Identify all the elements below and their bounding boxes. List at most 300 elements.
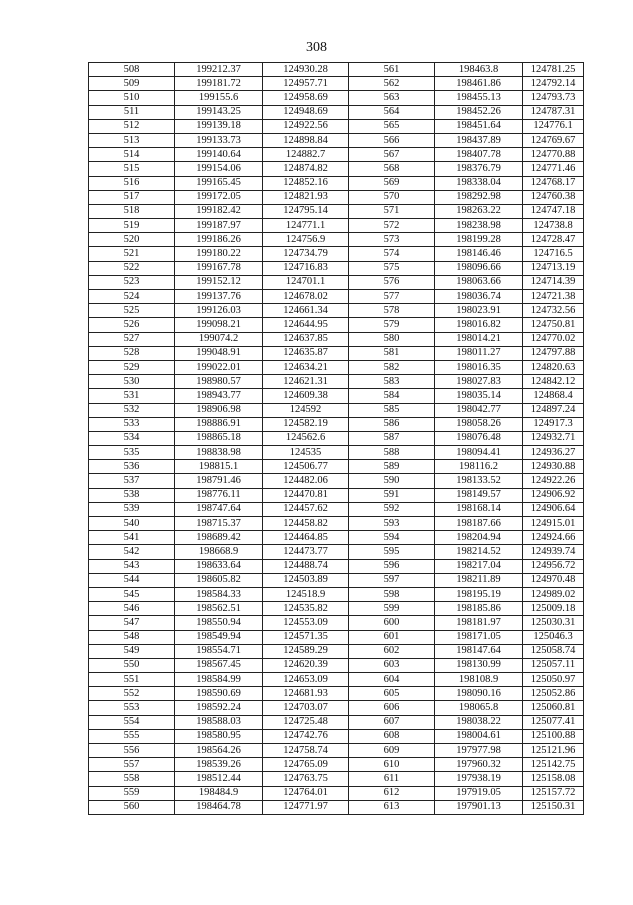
y-coordinate-left-cell: 124882.7 [263,148,349,162]
table-row [89,502,584,516]
y-coordinate-right-cell: 124956.72 [523,559,584,573]
point-number-left-cell: 533 [89,417,175,431]
point-number-right-cell: 581 [349,346,435,360]
point-number-left-cell: 512 [89,119,175,133]
x-coordinate-right-cell: 198463.8 [435,63,523,77]
point-number-right-cell: 608 [349,729,435,743]
y-coordinate-left-cell: 124506.77 [263,460,349,474]
x-coordinate-right-cell: 197977.98 [435,744,523,758]
y-coordinate-left-cell: 124518.9 [263,587,349,601]
point-number-right-cell: 610 [349,758,435,772]
y-coordinate-right-cell: 125100.88 [523,729,584,743]
y-coordinate-left-cell: 124958.69 [263,91,349,105]
y-coordinate-left-cell: 124821.93 [263,190,349,204]
x-coordinate-right-cell: 198036.74 [435,290,523,304]
point-number-right-cell: 577 [349,290,435,304]
y-coordinate-right-cell: 125060.81 [523,701,584,715]
point-number-right-cell: 603 [349,658,435,672]
y-coordinate-right-cell: 124842.12 [523,375,584,389]
y-coordinate-right-cell: 125050.97 [523,673,584,687]
point-number-left-cell: 554 [89,715,175,729]
x-coordinate-right-cell: 198181.97 [435,616,523,630]
y-coordinate-left-cell: 124734.79 [263,247,349,261]
x-coordinate-right-cell: 197960.32 [435,758,523,772]
y-coordinate-left-cell: 124763.75 [263,772,349,786]
table-row [89,105,584,119]
point-number-right-cell: 592 [349,502,435,516]
x-coordinate-left-cell: 198776.11 [175,488,263,502]
table-row [89,162,584,176]
x-coordinate-right-cell: 197938.19 [435,772,523,786]
x-coordinate-left-cell: 198580.95 [175,729,263,743]
x-coordinate-left-cell: 198865.18 [175,431,263,445]
point-number-right-cell: 571 [349,204,435,218]
point-number-left-cell: 519 [89,219,175,233]
point-number-left-cell: 547 [89,616,175,630]
y-coordinate-left-cell: 124635.87 [263,346,349,360]
point-number-right-cell: 564 [349,105,435,119]
x-coordinate-left-cell: 198484.9 [175,786,263,800]
point-number-left-cell: 528 [89,346,175,360]
x-coordinate-right-cell: 198214.52 [435,545,523,559]
point-number-left-cell: 530 [89,375,175,389]
y-coordinate-left-cell: 124661.34 [263,304,349,318]
table-row [89,133,584,147]
x-coordinate-right-cell: 197901.13 [435,800,523,814]
y-coordinate-left-cell: 124742.76 [263,729,349,743]
point-number-left-cell: 508 [89,63,175,77]
table-row [89,375,584,389]
point-number-right-cell: 563 [349,91,435,105]
point-number-left-cell: 542 [89,545,175,559]
y-coordinate-right-cell: 124714.39 [523,275,584,289]
table-row [89,460,584,474]
y-coordinate-right-cell: 124776.1 [523,119,584,133]
point-number-right-cell: 573 [349,233,435,247]
point-number-right-cell: 582 [349,360,435,374]
x-coordinate-left-cell: 198584.33 [175,587,263,601]
point-number-left-cell: 523 [89,275,175,289]
point-number-left-cell: 532 [89,403,175,417]
x-coordinate-left-cell: 199154.06 [175,162,263,176]
y-coordinate-right-cell: 125121.96 [523,744,584,758]
point-number-right-cell: 578 [349,304,435,318]
point-number-left-cell: 529 [89,360,175,374]
x-coordinate-left-cell: 199165.45 [175,176,263,190]
y-coordinate-left-cell: 124771.97 [263,800,349,814]
y-coordinate-left-cell: 124957.71 [263,77,349,91]
x-coordinate-right-cell: 198204.94 [435,531,523,545]
x-coordinate-right-cell: 198451.64 [435,119,523,133]
table-row [89,474,584,488]
point-number-right-cell: 562 [349,77,435,91]
x-coordinate-left-cell: 199133.73 [175,133,263,147]
y-coordinate-right-cell: 124787.31 [523,105,584,119]
point-number-left-cell: 514 [89,148,175,162]
y-coordinate-right-cell: 124917.3 [523,417,584,431]
y-coordinate-right-cell: 124797.88 [523,346,584,360]
x-coordinate-left-cell: 199098.21 [175,318,263,332]
point-number-left-cell: 550 [89,658,175,672]
y-coordinate-left-cell: 124582.19 [263,417,349,431]
x-coordinate-right-cell: 198038.22 [435,715,523,729]
x-coordinate-left-cell: 199137.76 [175,290,263,304]
x-coordinate-left-cell: 199155.6 [175,91,263,105]
point-number-right-cell: 567 [349,148,435,162]
point-number-left-cell: 534 [89,431,175,445]
table-row [89,701,584,715]
point-number-right-cell: 612 [349,786,435,800]
point-number-right-cell: 611 [349,772,435,786]
y-coordinate-left-cell: 124725.48 [263,715,349,729]
y-coordinate-right-cell: 125077.41 [523,715,584,729]
x-coordinate-left-cell: 198886.91 [175,417,263,431]
x-coordinate-right-cell: 198263.22 [435,204,523,218]
x-coordinate-right-cell: 198199.28 [435,233,523,247]
table-row [89,290,584,304]
x-coordinate-left-cell: 198633.64 [175,559,263,573]
y-coordinate-left-cell: 124930.28 [263,63,349,77]
x-coordinate-left-cell: 198747.64 [175,502,263,516]
point-number-right-cell: 605 [349,687,435,701]
x-coordinate-right-cell: 198065.8 [435,701,523,715]
table-row [89,687,584,701]
x-coordinate-right-cell: 198108.9 [435,673,523,687]
point-number-left-cell: 516 [89,176,175,190]
x-coordinate-right-cell: 198437.89 [435,133,523,147]
table-row [89,148,584,162]
y-coordinate-right-cell: 124716.5 [523,247,584,261]
point-number-left-cell: 511 [89,105,175,119]
point-number-right-cell: 596 [349,559,435,573]
point-number-right-cell: 566 [349,133,435,147]
y-coordinate-left-cell: 124609.38 [263,389,349,403]
y-coordinate-right-cell: 125058.74 [523,644,584,658]
x-coordinate-left-cell: 199074.2 [175,332,263,346]
table-row [89,729,584,743]
x-coordinate-left-cell: 198554.71 [175,644,263,658]
x-coordinate-right-cell: 198016.35 [435,360,523,374]
point-number-left-cell: 546 [89,602,175,616]
x-coordinate-right-cell: 198011.27 [435,346,523,360]
y-coordinate-right-cell: 124932.71 [523,431,584,445]
x-coordinate-right-cell: 198292.98 [435,190,523,204]
y-coordinate-right-cell: 125030.31 [523,616,584,630]
point-number-right-cell: 604 [349,673,435,687]
x-coordinate-right-cell: 198185.86 [435,602,523,616]
x-coordinate-right-cell: 198027.83 [435,375,523,389]
x-coordinate-left-cell: 199048.91 [175,346,263,360]
y-coordinate-left-cell: 124764.01 [263,786,349,800]
table-row [89,63,584,77]
y-coordinate-left-cell: 124620.39 [263,658,349,672]
point-number-right-cell: 584 [349,389,435,403]
table-row [89,531,584,545]
y-coordinate-right-cell: 124936.27 [523,446,584,460]
x-coordinate-right-cell: 198455.13 [435,91,523,105]
x-coordinate-left-cell: 198668.9 [175,545,263,559]
point-number-right-cell: 583 [349,375,435,389]
point-number-left-cell: 527 [89,332,175,346]
point-number-right-cell: 572 [349,219,435,233]
y-coordinate-right-cell: 124930.88 [523,460,584,474]
table-row [89,800,584,814]
x-coordinate-left-cell: 198562.51 [175,602,263,616]
table-row [89,772,584,786]
x-coordinate-left-cell: 198512.44 [175,772,263,786]
y-coordinate-right-cell: 124781.25 [523,63,584,77]
table-row [89,602,584,616]
y-coordinate-left-cell: 124535 [263,446,349,460]
point-number-left-cell: 549 [89,644,175,658]
y-coordinate-left-cell: 124503.89 [263,573,349,587]
x-coordinate-left-cell: 198689.42 [175,531,263,545]
table-row [89,318,584,332]
point-number-right-cell: 590 [349,474,435,488]
point-number-left-cell: 509 [89,77,175,91]
y-coordinate-right-cell: 124792.14 [523,77,584,91]
point-number-right-cell: 580 [349,332,435,346]
x-coordinate-left-cell: 199172.05 [175,190,263,204]
x-coordinate-left-cell: 199143.25 [175,105,263,119]
y-coordinate-right-cell: 125157.72 [523,786,584,800]
y-coordinate-right-cell: 124922.26 [523,474,584,488]
point-number-right-cell: 609 [349,744,435,758]
y-coordinate-left-cell: 124765.09 [263,758,349,772]
point-number-left-cell: 545 [89,587,175,601]
y-coordinate-right-cell: 124793.73 [523,91,584,105]
y-coordinate-right-cell: 124939.74 [523,545,584,559]
point-number-left-cell: 543 [89,559,175,573]
y-coordinate-right-cell: 124868.4 [523,389,584,403]
y-coordinate-right-cell: 124915.01 [523,517,584,531]
y-coordinate-right-cell: 124820.63 [523,360,584,374]
x-coordinate-right-cell: 198042.77 [435,403,523,417]
y-coordinate-left-cell: 124756.9 [263,233,349,247]
y-coordinate-left-cell: 124701.1 [263,275,349,289]
point-number-left-cell: 515 [89,162,175,176]
point-number-left-cell: 513 [89,133,175,147]
x-coordinate-right-cell: 198376.79 [435,162,523,176]
x-coordinate-right-cell: 198217.04 [435,559,523,573]
x-coordinate-left-cell: 199022.01 [175,360,263,374]
point-number-left-cell: 524 [89,290,175,304]
table-row [89,644,584,658]
point-number-right-cell: 576 [349,275,435,289]
point-number-left-cell: 556 [89,744,175,758]
x-coordinate-left-cell: 198715.37 [175,517,263,531]
y-coordinate-right-cell: 124760.38 [523,190,584,204]
table-row [89,573,584,587]
point-number-left-cell: 552 [89,687,175,701]
y-coordinate-left-cell: 124488.74 [263,559,349,573]
y-coordinate-left-cell: 124852.16 [263,176,349,190]
y-coordinate-right-cell: 124769.67 [523,133,584,147]
x-coordinate-left-cell: 198605.82 [175,573,263,587]
y-coordinate-left-cell: 124644.95 [263,318,349,332]
table-row [89,346,584,360]
point-number-left-cell: 525 [89,304,175,318]
table-row [89,758,584,772]
point-number-right-cell: 579 [349,318,435,332]
table-row [89,190,584,204]
y-coordinate-right-cell: 125057.11 [523,658,584,672]
table-row [89,517,584,531]
x-coordinate-left-cell: 199140.64 [175,148,263,162]
x-coordinate-left-cell: 199186.26 [175,233,263,247]
y-coordinate-left-cell: 124874.82 [263,162,349,176]
table-row [89,559,584,573]
table-row [89,91,584,105]
point-number-right-cell: 561 [349,63,435,77]
x-coordinate-right-cell: 198096.66 [435,261,523,275]
y-coordinate-left-cell: 124795.14 [263,204,349,218]
table-row [89,673,584,687]
point-number-left-cell: 557 [89,758,175,772]
x-coordinate-right-cell: 198076.48 [435,431,523,445]
table-row [89,261,584,275]
y-coordinate-left-cell: 124898.84 [263,133,349,147]
y-coordinate-right-cell: 124906.92 [523,488,584,502]
y-coordinate-right-cell: 124728.47 [523,233,584,247]
point-number-right-cell: 602 [349,644,435,658]
point-number-left-cell: 510 [89,91,175,105]
x-coordinate-right-cell: 198149.57 [435,488,523,502]
x-coordinate-right-cell: 198187.66 [435,517,523,531]
x-coordinate-left-cell: 199180.22 [175,247,263,261]
y-coordinate-left-cell: 124562.6 [263,431,349,445]
table-row [89,332,584,346]
y-coordinate-left-cell: 124634.21 [263,360,349,374]
table-row [89,786,584,800]
y-coordinate-left-cell: 124758.74 [263,744,349,758]
y-coordinate-left-cell: 124703.07 [263,701,349,715]
y-coordinate-left-cell: 124464.85 [263,531,349,545]
y-coordinate-right-cell: 124770.88 [523,148,584,162]
x-coordinate-right-cell: 197919.05 [435,786,523,800]
x-coordinate-left-cell: 199187.97 [175,219,263,233]
x-coordinate-left-cell: 198791.46 [175,474,263,488]
y-coordinate-left-cell: 124922.56 [263,119,349,133]
x-coordinate-left-cell: 198943.77 [175,389,263,403]
table-row [89,658,584,672]
x-coordinate-right-cell: 198147.64 [435,644,523,658]
point-number-right-cell: 565 [349,119,435,133]
y-coordinate-right-cell: 124713.19 [523,261,584,275]
table-row [89,417,584,431]
table-row [89,233,584,247]
table-row [89,488,584,502]
point-number-right-cell: 591 [349,488,435,502]
y-coordinate-right-cell: 124738.8 [523,219,584,233]
point-number-left-cell: 541 [89,531,175,545]
x-coordinate-right-cell: 198035.14 [435,389,523,403]
x-coordinate-left-cell: 199212.37 [175,63,263,77]
x-coordinate-right-cell: 198130.99 [435,658,523,672]
point-number-left-cell: 559 [89,786,175,800]
point-number-right-cell: 570 [349,190,435,204]
point-number-left-cell: 539 [89,502,175,516]
coordinates-table-body [89,63,584,815]
table-row [89,744,584,758]
x-coordinate-left-cell: 199152.12 [175,275,263,289]
x-coordinate-right-cell: 198014.21 [435,332,523,346]
point-number-right-cell: 593 [349,517,435,531]
table-row [89,275,584,289]
y-coordinate-left-cell: 124653.09 [263,673,349,687]
point-number-right-cell: 575 [349,261,435,275]
table-row [89,219,584,233]
x-coordinate-left-cell: 198549.94 [175,630,263,644]
table-row [89,587,584,601]
point-number-left-cell: 555 [89,729,175,743]
point-number-right-cell: 589 [349,460,435,474]
table-row [89,304,584,318]
y-coordinate-right-cell: 124747.18 [523,204,584,218]
x-coordinate-left-cell: 198564.26 [175,744,263,758]
x-coordinate-right-cell: 198338.04 [435,176,523,190]
x-coordinate-right-cell: 198023.91 [435,304,523,318]
point-number-left-cell: 558 [89,772,175,786]
y-coordinate-left-cell: 124553.09 [263,616,349,630]
y-coordinate-right-cell: 124897.24 [523,403,584,417]
x-coordinate-right-cell: 198195.19 [435,587,523,601]
x-coordinate-right-cell: 198004.61 [435,729,523,743]
point-number-left-cell: 521 [89,247,175,261]
point-number-right-cell: 574 [349,247,435,261]
point-number-left-cell: 535 [89,446,175,460]
x-coordinate-left-cell: 198590.69 [175,687,263,701]
x-coordinate-left-cell: 198838.98 [175,446,263,460]
x-coordinate-right-cell: 198090.16 [435,687,523,701]
y-coordinate-right-cell: 124906.64 [523,502,584,516]
point-number-right-cell: 569 [349,176,435,190]
coordinates-table [88,62,584,815]
x-coordinate-left-cell: 198567.45 [175,658,263,672]
y-coordinate-left-cell: 124457.62 [263,502,349,516]
table-row [89,545,584,559]
point-number-left-cell: 522 [89,261,175,275]
table-row [89,247,584,261]
point-number-right-cell: 600 [349,616,435,630]
x-coordinate-right-cell: 198116.2 [435,460,523,474]
table-row [89,431,584,445]
page-number: 308 [306,40,327,55]
x-coordinate-left-cell: 199181.72 [175,77,263,91]
y-coordinate-right-cell: 124770.02 [523,332,584,346]
point-number-left-cell: 548 [89,630,175,644]
point-number-left-cell: 517 [89,190,175,204]
x-coordinate-left-cell: 198550.94 [175,616,263,630]
x-coordinate-left-cell: 198906.98 [175,403,263,417]
table-row [89,204,584,218]
point-number-right-cell: 594 [349,531,435,545]
point-number-right-cell: 606 [349,701,435,715]
point-number-right-cell: 568 [349,162,435,176]
table-row [89,360,584,374]
point-number-right-cell: 587 [349,431,435,445]
y-coordinate-left-cell: 124621.31 [263,375,349,389]
y-coordinate-right-cell: 125009.18 [523,602,584,616]
y-coordinate-left-cell: 124482.06 [263,474,349,488]
y-coordinate-left-cell: 124681.93 [263,687,349,701]
x-coordinate-left-cell: 198980.57 [175,375,263,389]
x-coordinate-right-cell: 198058.26 [435,417,523,431]
table-row [89,403,584,417]
y-coordinate-right-cell: 124721.38 [523,290,584,304]
y-coordinate-right-cell: 124989.02 [523,587,584,601]
y-coordinate-right-cell: 125046.3 [523,630,584,644]
